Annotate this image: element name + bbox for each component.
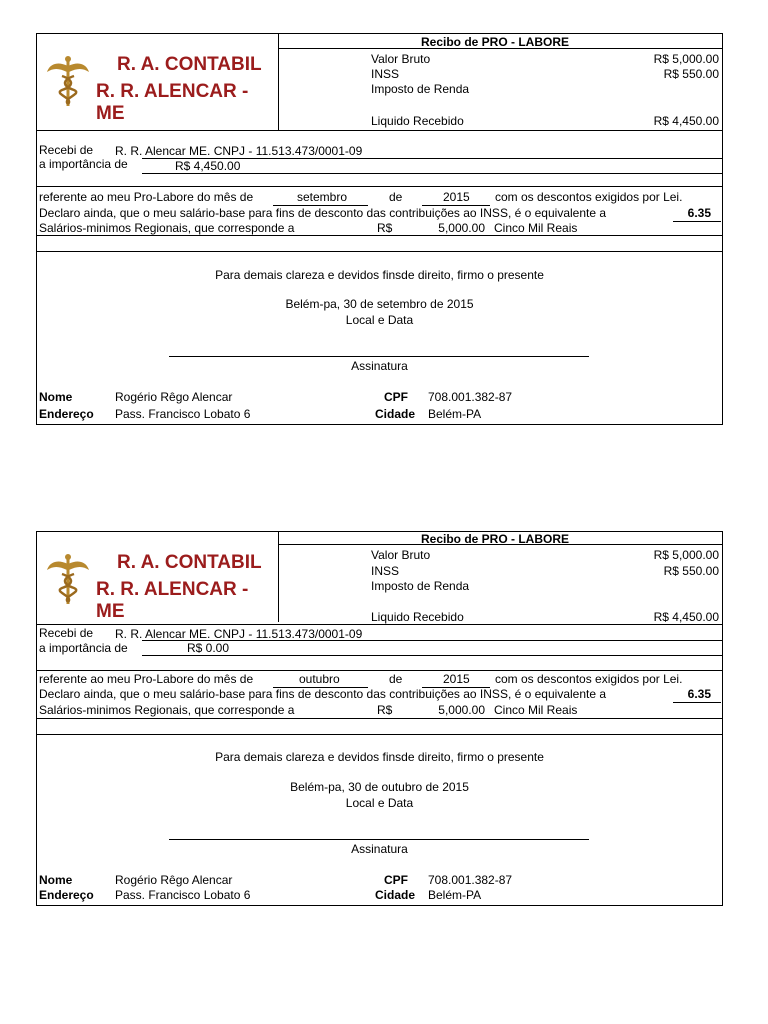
cidade-value: Belém-PA	[428, 888, 482, 902]
salarios-label: Salários-minimos Regionais, que corresponde a	[39, 221, 295, 235]
recebi-label: Recebi de	[39, 143, 94, 157]
assinatura-label: Assinatura	[351, 842, 408, 856]
year-value: 2015	[443, 190, 470, 204]
signature-line	[169, 356, 589, 357]
cpf-label: CPF	[384, 873, 408, 887]
nome-label: Nome	[39, 873, 73, 887]
importancia-label: a importância de	[39, 641, 128, 655]
company-subtitle: R. R. ALENCAR - ME	[96, 81, 249, 124]
clareza-text: Para demais clareza e devidos finsde direito, firmo o presente	[215, 268, 544, 282]
importancia-value: R$ 4,450.00	[175, 159, 241, 173]
declaro-text: Declaro ainda, que o meu salário-base para fins de desconto das contribuições ao INSS, é o equivalente a	[39, 206, 607, 220]
cidade-label: Cidade	[375, 888, 416, 902]
company-logo-block	[37, 532, 278, 628]
base-amount: 5,000.00	[438, 703, 485, 717]
cpf-value: 708.001.382-87	[428, 390, 513, 404]
liquido-value: R$ 4,450.00	[653, 114, 719, 128]
company-name: R. A. CONTABIL	[117, 54, 262, 75]
local-data-label: Local e Data	[345, 313, 414, 327]
caduceus-icon	[45, 552, 91, 606]
salarios-label: Salários-minimos Regionais, que corresponde a	[39, 703, 295, 717]
clareza-text: Para demais clareza e devidos finsde direito, firmo o presente	[215, 750, 544, 764]
base-amount-words: Cinco Mil Reais	[494, 703, 578, 717]
valor-bruto-label: Valor Bruto	[371, 548, 431, 562]
nome-value: Rogério Rêgo Alencar	[115, 390, 233, 404]
importancia-label: a importância de	[39, 157, 128, 171]
currency-label: R$	[377, 221, 393, 235]
liquido-label: Liquido Recebido	[371, 114, 464, 128]
de-label: de	[389, 672, 403, 686]
currency-label: R$	[377, 703, 393, 717]
base-amount-words: Cinco Mil Reais	[494, 221, 578, 235]
valor-bruto-label: Valor Bruto	[371, 52, 431, 66]
recebi-label: Recebi de	[39, 626, 94, 640]
endereco-label: Endereço	[39, 407, 94, 421]
salarios-minimos-value: 6.35	[687, 206, 711, 220]
nome-value: Rogério Rêgo Alencar	[115, 873, 233, 887]
endereco-value: Pass. Francisco Lobato 6	[115, 407, 251, 421]
place-date: Belém-pa, 30 de outubro de 2015	[290, 780, 469, 794]
receipt-title: Recibo de PRO - LABORE	[421, 35, 570, 49]
imposto-renda-label: Imposto de Renda	[371, 82, 470, 96]
receipt-title: Recibo de PRO - LABORE	[421, 532, 570, 546]
company-subtitle: R. R. ALENCAR - ME	[96, 579, 249, 622]
place-date: Belém-pa, 30 de setembro de 2015	[285, 297, 474, 311]
caduceus-icon	[45, 54, 91, 108]
inss-label: INSS	[371, 564, 400, 578]
inss-value: R$ 550.00	[663, 564, 719, 578]
payer-name: R. R. Alencar ME. CNPJ - 11.513.473/0001-09	[115, 627, 363, 641]
receipt-september	[36, 33, 723, 425]
endereco-value: Pass. Francisco Lobato 6	[115, 888, 251, 902]
receipt-october	[36, 531, 723, 906]
month-value: outubro	[299, 672, 340, 686]
de-label: de	[389, 190, 403, 204]
importancia-value: R$ 0.00	[187, 641, 230, 655]
base-amount: 5,000.00	[438, 221, 485, 235]
referente-label: referente ao meu Pro-Labore do mês de	[39, 672, 254, 686]
inss-label: INSS	[371, 67, 400, 81]
year-value: 2015	[443, 672, 470, 686]
cidade-label: Cidade	[375, 407, 416, 421]
payer-name: R. R. Alencar ME. CNPJ - 11.513.473/0001-09	[115, 144, 363, 158]
valor-bruto-value: R$ 5,000.00	[653, 548, 719, 562]
imposto-renda-label: Imposto de Renda	[371, 579, 470, 593]
salarios-minimos-value: 6.35	[687, 687, 711, 701]
liquido-value: R$ 4,450.00	[653, 610, 719, 624]
referente-label: referente ao meu Pro-Labore do mês de	[39, 190, 254, 204]
local-data-label: Local e Data	[345, 796, 414, 810]
descontos-text: com os descontos exigidos por Lei.	[495, 190, 683, 204]
endereco-label: Endereço	[39, 888, 94, 902]
valor-bruto-value: R$ 5,000.00	[653, 52, 719, 66]
assinatura-label: Assinatura	[351, 359, 408, 373]
company-logo-block	[37, 34, 278, 130]
company-name: R. A. CONTABIL	[117, 552, 262, 573]
cidade-value: Belém-PA	[428, 407, 482, 421]
cpf-value: 708.001.382-87	[428, 873, 513, 887]
nome-label: Nome	[39, 390, 73, 404]
liquido-label: Liquido Recebido	[371, 610, 464, 624]
month-value: setembro	[297, 190, 348, 204]
inss-value: R$ 550.00	[663, 67, 719, 81]
descontos-text: com os descontos exigidos por Lei.	[495, 672, 683, 686]
declaro-text: Declaro ainda, que o meu salário-base para fins de desconto das contribuições ao INSS, é o equivalente a	[39, 687, 607, 701]
signature-line	[169, 839, 589, 840]
cpf-label: CPF	[384, 390, 408, 404]
